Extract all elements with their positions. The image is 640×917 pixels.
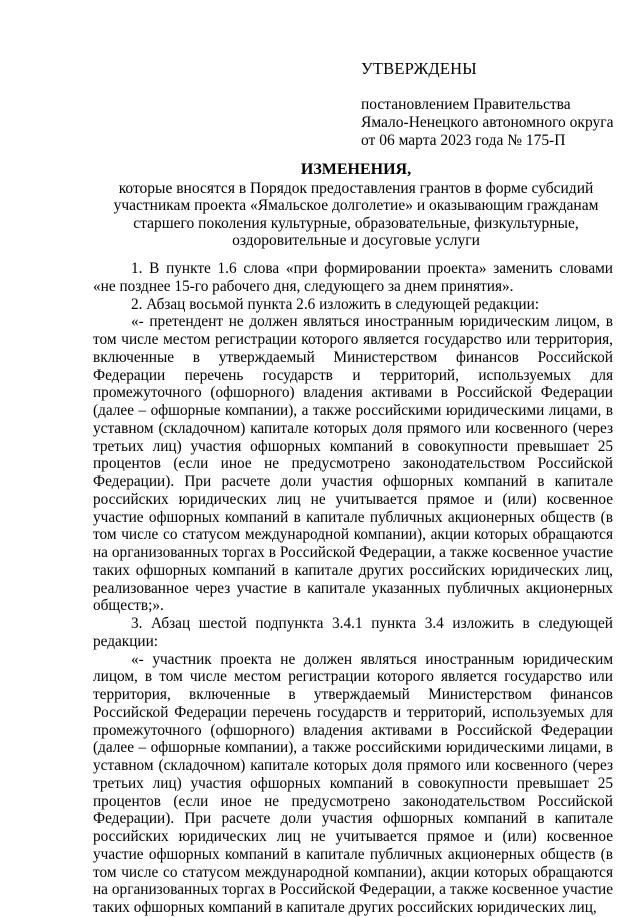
paragraph-quote-2: «- участник проекта не должен являться иностранным юридическим лицом, в том числе местом регистрации которого является государство или территория, включенные в утверждаемый Министерством финансов Российской Федерации перечень государств и территорий, используемых для промежуточного (офшорного) владения активами в Российской Федерации (далее – офшорные компании), а также российскими юридическими лицами, в уставном (складочном) капитале которых доля прямого или косвенного (через третьих лиц) участия офшорных компаний в совокупности превышает 25 процентов (если иное не предусмотрено законодательством Российской Федерации). При расчете доли участия офшорных компаний в капитале российских юридических лиц не учитывается прямое и (или) косвенное участие офшорных компаний в капитале публичных акционерных обществ (в том числе со статусом международной компании), акции которых обращаются на организованных торгах в Российской Федерации, а также косвенное участие таких офшорных компаний в капитале других российских юридических лиц,: [93, 650, 613, 916]
approval-line-1: постановлением Правительства: [361, 96, 571, 113]
paragraph-item-2: 2. Абзац восьмой пункта 2.6 изложить в следующей редакции:: [131, 295, 540, 313]
document-subtitle-line-1: которые вносятся в Порядок предоставления грантов в форме субсидий: [118, 179, 594, 197]
approval-block: [361, 60, 631, 150]
approval-heading: УТВЕРЖДЕНЫ: [361, 59, 477, 78]
approval-line-2: Ямало-Ненецкого автономного округа: [361, 114, 614, 131]
paragraph-item-3: 3. Абзац шестой подпункта 3.4.1 пункта 3.4 изложить в следующей редакции:: [93, 615, 613, 650]
approval-line-3: от 06 марта 2023 года № 175-П: [361, 132, 566, 149]
document-subtitle-line-2: участникам проекта «Ямальское долголетие» и оказывающим гражданам: [113, 197, 599, 215]
document-title: ИЗМЕНЕНИЯ,: [300, 161, 412, 178]
document-body: [93, 260, 613, 917]
document-title-block: [86, 161, 626, 250]
paragraph-item-1: 1. В пункте 1.6 слова «при формировании проекта» заменить словами «не позднее 15-го рабочего дня, следующего за днем принятия».: [93, 260, 613, 295]
document-subtitle-line-4: оздоровительные и досуговые услуги: [232, 232, 480, 250]
document-subtitle-line-3: старшего поколения культурные, образовательные, физкультурные,: [133, 214, 579, 232]
paragraph-quote-1: «- претендент не должен являться иностранным юридическим лицом, в том числе местом регистрации которого является государство или территория, включенные в утверждаемый Министерством финансов Российской Федерации перечень государств и территорий, используемых для промежуточного (офшорного) владения активами в Российской Федерации (далее – офшорные компании), а также российскими юридическими лицами, в уставном (складочном) капитале которых доля прямого или косвенного (через третьих лиц) участия офшорных компаний в совокупности превышает 25 процентов (если иное не предусмотрено законодательством Российской Федерации). При расчете доли участия офшорных компаний в капитале российских юридических лиц не учитывается прямое и (или) косвенное участие офшорных компаний в капитале публичных акционерных обществ (в том числе со статусом международной компании), акции которых обращаются на организованных торгах в Российской Федерации, а также косвенное участие таких офшорных компаний в капитале других российских юридических лиц, реализованное через участие в капитале указанных публичных акционерных обществ;».: [93, 313, 613, 615]
